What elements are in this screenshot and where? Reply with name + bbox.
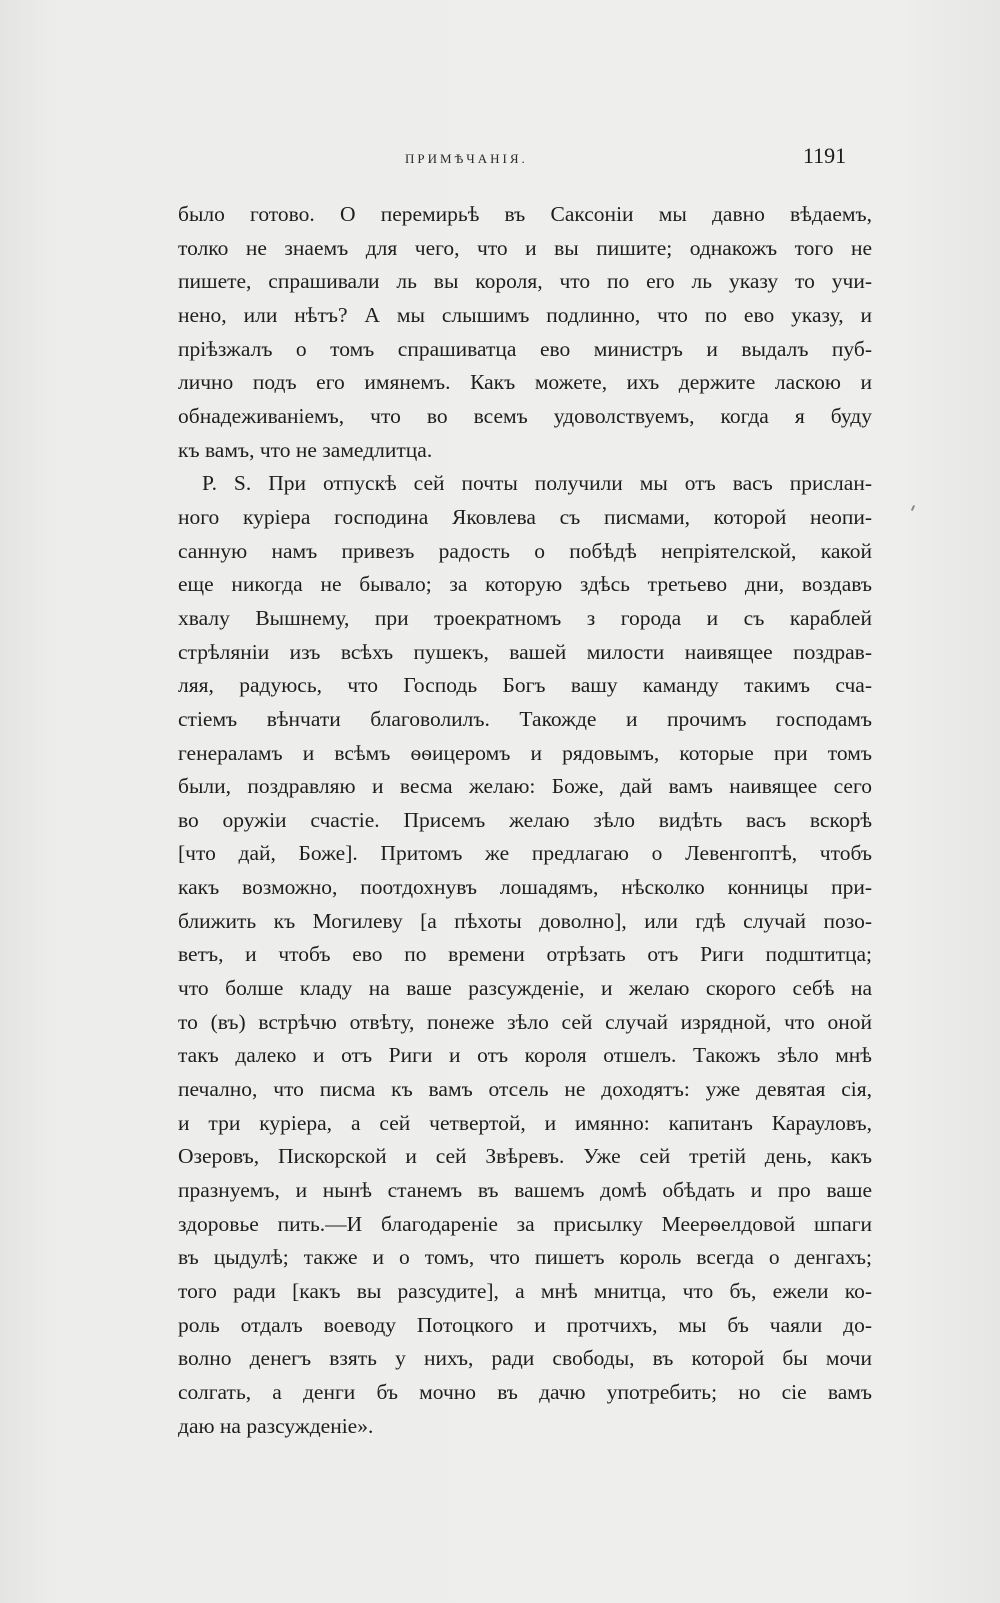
text-line: во оружіи счастіе. Присемъ желаю зѣло видѣть васъ вскорѣ [178,807,872,832]
text-line: [что дай, Боже]. Притомъ же предлагаю о Левенгоптѣ, чтобъ [178,841,872,866]
text-line: пишете, спрашивали ль вы короля, что по его ль указу то учи- [178,269,872,294]
text-line: генераламъ и всѣмъ ѳѳицеромъ и рядовымъ, которые при томъ [178,740,872,765]
text-line: ближить къ Могилеву [а пѣхоты доволно], или гдѣ случай позо- [178,908,872,933]
text-line: обнадеживаніемъ, что во всемъ удоволствуемъ, когда я буду [178,403,872,428]
text-line: были, поздравляю и весма желаю: Боже, дай вамъ наивящее сего [178,774,872,799]
text-line: пріѣзжалъ о томъ спрашиватца ево министръ и выдалъ пуб- [178,336,872,361]
running-title: ПРИМѢЧАНІЯ. [405,151,528,166]
text-line: того ради [какъ вы разсудите], а мнѣ мнитца, что бъ, ежели ко- [178,1279,872,1303]
text-line: печално, что писма къ вамъ отсель не доходятъ: уже девятая сія, [178,1077,872,1102]
text-line: ляя, радуюсь, что Господь Богъ вашу каманду такимъ сча- [178,673,872,698]
text-line: какъ возможно, поотдохнувъ лошадямъ, нѣсколко конницы при- [178,875,872,900]
text-line: празнуемъ, и нынѣ станемъ въ вашемъ домѣ обѣдать и про ваше [178,1178,872,1203]
text-line: хвалу Вышнему, при троекратномъ з города и съ караблей [178,605,872,630]
text-line: санную намъ привезъ радость о побѣдѣ непріятелской, какой [178,538,872,563]
text-line: то (въ) встрѣчю отвѣту, понеже зѣло сей случай изрядной, что оной [178,1009,872,1034]
text-line: такъ далеко и отъ Риги и отъ короля отшелъ. Такожъ зѣло мнѣ [178,1043,872,1068]
page-number: 1191 [803,143,847,168]
text-line: Озеровъ, Пискорской и сей Звѣревъ. Уже сей третій день, какъ [178,1144,872,1169]
text-line: къ вамъ, что не замедлитца. [178,437,433,462]
text-line: что болше кладу на ваше разсужденіе, и желаю скорого себѣ на [178,976,872,1001]
text-line: стіемъ вѣнчати благоволилъ. Такожде и прочимъ господамъ [178,706,872,731]
text-line: ного куріера господина Яковлева съ писмами, которой неопи- [178,504,872,529]
text-line: лично подъ его имянемъ. Какъ можете, ихъ держите ласкою и [178,370,872,395]
text-line: стрѣляніи изъ всѣхъ пушекъ, вашей милости наивящее поздрав- [178,639,872,664]
text-line: и три куріера, а сей четвертой, и имянно: капитанъ Карауловъ, [178,1110,872,1135]
text-line: нено, или нѣтъ? А мы слышимъ подлинно, что по ево указу, и [178,302,872,327]
text-line: ветъ, и чтобъ ево по времени отрѣзать отъ Риги подштитца; [178,942,872,967]
body-text [178,198,872,1443]
text-line: P. S. При отпускѣ сей почты получили мы отъ васъ прислан- [202,471,872,496]
text-line: толко не знаемъ для чего, что и вы пишите; однакожъ того не [178,235,872,260]
paper-speck [911,505,915,511]
text-line: волно денегъ взять у нихъ, ради свободы, въ которой бы мочи [178,1346,872,1371]
text-line: здоровье пить.—И благодареніе за присылку Меерѳелдовой шпаги [178,1211,872,1236]
text-line: солгать, а денги бъ мочно въ дачю употребить; но сіе вамъ [178,1379,872,1404]
text-line: было готово. О перемирьѣ въ Саксоніи мы давно вѣдаемъ, [178,202,872,226]
text-line: роль отдалъ воеводу Потоцкого и протчихъ, мы бъ чаяли до- [178,1312,872,1337]
text-line: въ цыдулѣ; также и о томъ, что пишетъ король всегда о денгахъ; [178,1245,872,1270]
text-line: даю на разсужденіе». [178,1413,374,1438]
text-line: еще никогда не бывало; за которую здѣсь третьево дни, воздавъ [178,572,872,597]
